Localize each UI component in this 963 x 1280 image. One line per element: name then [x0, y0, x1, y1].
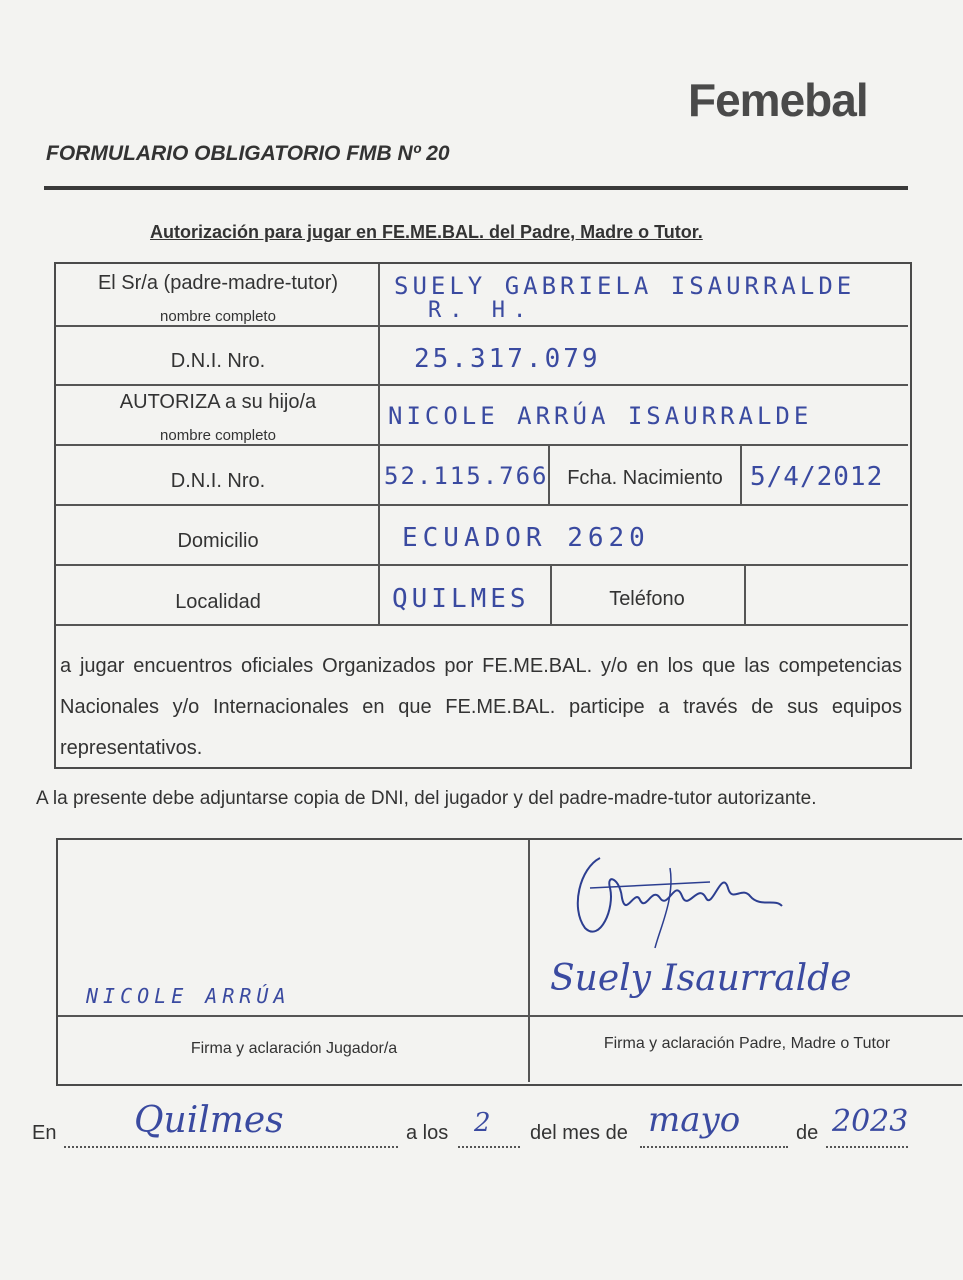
- column-divider: [550, 566, 552, 626]
- femebal-logo: [688, 72, 868, 128]
- child-label: AUTORIZA a su hijo/a: [119, 391, 317, 413]
- footer-a-los-label: a los: [406, 1122, 449, 1144]
- tutor-label: El Sr/a (padre-madre-tutor): [97, 272, 339, 294]
- birth-date-value[interactable]: 5/4/2012: [750, 462, 884, 492]
- tutor-signature-label: Firma y aclaración Padre, Madre o Tutor: [603, 1035, 891, 1052]
- authorization-text: a jugar encuentros oficiales Organizados por FE.ME.BAL. y/o en los que las competencias Nacionales y/o Internacionales en que FE.ME.BAL. participe a través de sus equipos representativos.: [60, 655, 902, 759]
- column-divider: [744, 566, 746, 626]
- column-divider: [378, 264, 380, 626]
- column-divider: [740, 446, 742, 506]
- row-divider: [56, 444, 908, 446]
- tutor-dni-label: D.N.I. Nro.: [170, 350, 266, 372]
- locality-value[interactable]: QUILMES: [392, 584, 530, 614]
- player-signature-label: Firma y aclaración Jugador/a: [190, 1040, 398, 1057]
- logo-text: Femebal: [688, 74, 868, 126]
- player-signature[interactable]: NICOLE ARRÚA: [86, 984, 291, 1008]
- footer-year-value[interactable]: 2023: [832, 1104, 909, 1139]
- phone-label: Teléfono: [609, 588, 685, 610]
- form-subtitle: Autorización para jugar en FE.ME.BAL. del Padre, Madre o Tutor.: [150, 222, 703, 242]
- footer-place-value[interactable]: Quilmes: [134, 1100, 284, 1141]
- attachment-note: A la presente debe adjuntarse copia de DNI, del jugador y del padre-madre-tutor autorizante.: [36, 788, 817, 809]
- row-divider: [56, 564, 908, 566]
- row-divider: [56, 384, 908, 386]
- tutor-signature-clarification[interactable]: Suely Isaurralde: [550, 958, 852, 999]
- column-divider: [528, 840, 530, 1082]
- footer-day-value[interactable]: 2: [474, 1108, 491, 1138]
- tutor-name-note: R. H.: [428, 298, 535, 323]
- child-dni-label: D.N.I. Nro.: [170, 470, 266, 492]
- row-divider: [56, 325, 908, 327]
- footer-de-label: de: [796, 1122, 819, 1144]
- form-title: FORMULARIO OBLIGATORIO FMB Nº 20: [46, 142, 450, 165]
- tutor-name-value[interactable]: SUELY GABRIELA ISAURRALDE: [394, 272, 856, 300]
- tutor-sublabel: nombre completo: [160, 308, 276, 325]
- birth-date-label: Fcha. Nacimiento: [567, 467, 723, 489]
- tutor-signature-scribble: [560, 848, 800, 958]
- address-value[interactable]: ECUADOR 2620: [402, 523, 650, 553]
- child-dni-value[interactable]: 52.115.766: [384, 462, 549, 490]
- footer-en-label: En: [32, 1122, 57, 1144]
- row-divider: [56, 504, 908, 506]
- child-sublabel: nombre completo: [160, 427, 276, 444]
- footer-month-value[interactable]: mayo: [648, 1100, 741, 1140]
- title-divider: [44, 186, 908, 190]
- tutor-dni-value[interactable]: 25.317.079: [414, 344, 601, 374]
- row-divider: [58, 1015, 963, 1017]
- locality-label: Localidad: [175, 591, 261, 613]
- row-divider: [56, 624, 908, 626]
- address-label: Domicilio: [177, 530, 259, 552]
- child-name-value[interactable]: NICOLE ARRÚA ISAURRALDE: [388, 402, 813, 430]
- footer-mes-label: del mes de: [530, 1122, 628, 1144]
